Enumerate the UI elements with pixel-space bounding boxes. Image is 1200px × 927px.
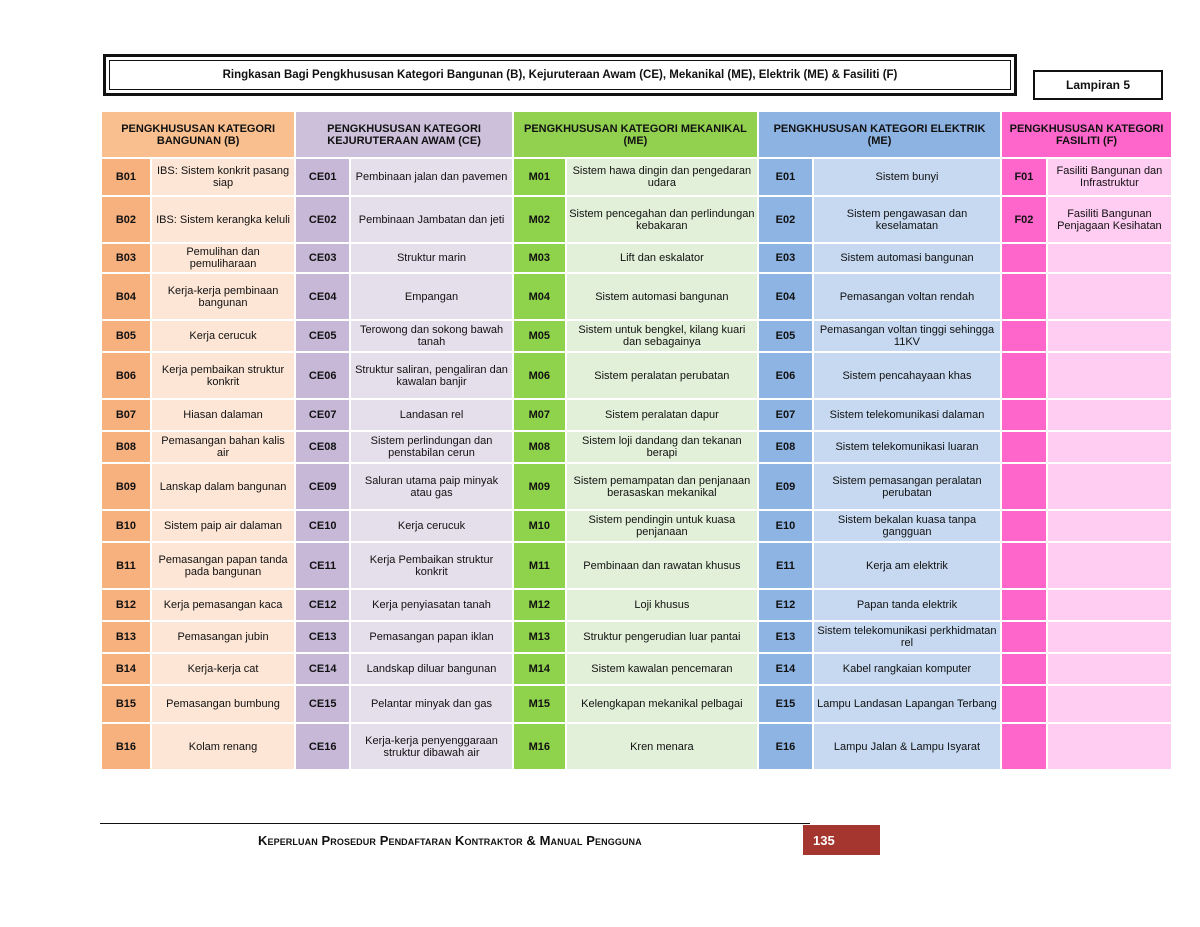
code-cell: CE02 <box>296 197 349 242</box>
header-mekanikal: PENGKHUSUSAN KATEGORI MEKANIKAL (ME) <box>514 112 757 157</box>
description-cell: Saluran utama paip minyak atau gas <box>351 464 512 509</box>
description-cell: Sistem pengawasan dan keselamatan <box>814 197 1000 242</box>
description-cell: Kerja-kerja penyenggaraan struktur dibawah air <box>351 724 512 769</box>
table-row <box>102 353 1171 398</box>
table-header-row <box>102 112 1171 157</box>
table-row <box>102 432 1171 462</box>
description-cell: Pemasangan voltan tinggi sehingga 11KV <box>814 321 1000 351</box>
description-cell: Lampu Landasan Lapangan Terbang <box>814 686 1000 722</box>
page-number: 135 <box>803 825 880 855</box>
header-bangunan: PENGKHUSUSAN KATEGORI BANGUNAN (B) <box>102 112 294 157</box>
description-cell: Sistem telekomunikasi luaran <box>814 432 1000 462</box>
code-cell: CE08 <box>296 432 349 462</box>
code-cell <box>1002 622 1046 652</box>
code-cell: M02 <box>514 197 565 242</box>
description-cell: Sistem paip air dalaman <box>152 511 294 541</box>
description-cell: Sistem pencahayaan khas <box>814 353 1000 398</box>
code-cell: M13 <box>514 622 565 652</box>
code-cell: E09 <box>759 464 812 509</box>
description-cell: Kerja-kerja pembinaan bangunan <box>152 274 294 319</box>
table-row <box>102 197 1171 242</box>
description-cell: Sistem pemampatan dan penjanaan berasaskan mekanikal <box>567 464 757 509</box>
code-cell: CE04 <box>296 274 349 319</box>
code-cell: CE11 <box>296 543 349 588</box>
code-cell: E06 <box>759 353 812 398</box>
code-cell: CE09 <box>296 464 349 509</box>
code-cell: B15 <box>102 686 150 722</box>
description-cell: Pemasangan papan tanda pada bangunan <box>152 543 294 588</box>
code-cell: CE10 <box>296 511 349 541</box>
code-cell: CE14 <box>296 654 349 684</box>
description-cell: Pemasangan papan iklan <box>351 622 512 652</box>
code-cell: M07 <box>514 400 565 430</box>
table-row <box>102 244 1171 272</box>
table-row <box>102 511 1171 541</box>
code-cell: E16 <box>759 724 812 769</box>
description-cell: Empangan <box>351 274 512 319</box>
description-cell <box>1048 590 1171 620</box>
description-cell: Landskap diluar bangunan <box>351 654 512 684</box>
code-cell <box>1002 274 1046 319</box>
code-cell: B01 <box>102 159 150 195</box>
code-cell: CE06 <box>296 353 349 398</box>
code-cell <box>1002 400 1046 430</box>
code-cell: CE01 <box>296 159 349 195</box>
description-cell: Sistem perlindungan dan penstabilan cerun <box>351 432 512 462</box>
code-cell: M05 <box>514 321 565 351</box>
description-cell <box>1048 244 1171 272</box>
description-cell <box>1048 543 1171 588</box>
description-cell: Sistem automasi bangunan <box>814 244 1000 272</box>
code-cell: CE05 <box>296 321 349 351</box>
code-cell: E03 <box>759 244 812 272</box>
code-cell: B10 <box>102 511 150 541</box>
description-cell: Hiasan dalaman <box>152 400 294 430</box>
code-cell: E11 <box>759 543 812 588</box>
code-cell <box>1002 321 1046 351</box>
table-row <box>102 400 1171 430</box>
code-cell: E01 <box>759 159 812 195</box>
code-cell: M01 <box>514 159 565 195</box>
description-cell <box>1048 464 1171 509</box>
code-cell: E13 <box>759 622 812 652</box>
description-cell: Sistem bekalan kuasa tanpa gangguan <box>814 511 1000 541</box>
description-cell: Fasiliti Bangunan dan Infrastruktur <box>1048 159 1171 195</box>
header-fasiliti: PENGKHUSUSAN KATEGORI FASILITI (F) <box>1002 112 1171 157</box>
description-cell: Fasiliti Bangunan Penjagaan Kesihatan <box>1048 197 1171 242</box>
code-cell <box>1002 654 1046 684</box>
description-cell: Kerja penyiasatan tanah <box>351 590 512 620</box>
description-cell <box>1048 400 1171 430</box>
description-cell: Sistem telekomunikasi perkhidmatan rel <box>814 622 1000 652</box>
table-row <box>102 622 1171 652</box>
description-cell: Sistem kawalan pencemaran <box>567 654 757 684</box>
code-cell <box>1002 244 1046 272</box>
description-cell <box>1048 321 1171 351</box>
table-row <box>102 724 1171 769</box>
description-cell: Sistem untuk bengkel, kilang kuari dan sebagainya <box>567 321 757 351</box>
code-cell: M03 <box>514 244 565 272</box>
code-cell: B14 <box>102 654 150 684</box>
description-cell: Papan tanda elektrik <box>814 590 1000 620</box>
code-cell: E07 <box>759 400 812 430</box>
description-cell: Landasan rel <box>351 400 512 430</box>
table-row <box>102 590 1171 620</box>
code-cell: CE12 <box>296 590 349 620</box>
description-cell: Kerja cerucuk <box>351 511 512 541</box>
description-cell: Pemasangan voltan rendah <box>814 274 1000 319</box>
description-cell: Kerja am elektrik <box>814 543 1000 588</box>
code-cell: CE07 <box>296 400 349 430</box>
code-cell: M06 <box>514 353 565 398</box>
description-cell <box>1048 654 1171 684</box>
code-cell: M14 <box>514 654 565 684</box>
code-cell: E02 <box>759 197 812 242</box>
code-cell: E04 <box>759 274 812 319</box>
code-cell <box>1002 353 1046 398</box>
code-cell: B08 <box>102 432 150 462</box>
code-cell: CE15 <box>296 686 349 722</box>
description-cell <box>1048 622 1171 652</box>
description-cell: Kerja Pembaikan struktur konkrit <box>351 543 512 588</box>
code-cell: E14 <box>759 654 812 684</box>
description-cell: Kerja pemasangan kaca <box>152 590 294 620</box>
description-cell: Struktur saliran, pengaliran dan kawalan banjir <box>351 353 512 398</box>
code-cell: B05 <box>102 321 150 351</box>
code-cell <box>1002 543 1046 588</box>
table-row <box>102 464 1171 509</box>
description-cell: Lift dan eskalator <box>567 244 757 272</box>
code-cell: B04 <box>102 274 150 319</box>
code-cell: CE16 <box>296 724 349 769</box>
code-cell: E12 <box>759 590 812 620</box>
description-cell: Kerja cerucuk <box>152 321 294 351</box>
description-cell: Terowong dan sokong bawah tanah <box>351 321 512 351</box>
description-cell: Sistem pencegahan dan perlindungan kebakaran <box>567 197 757 242</box>
code-cell: M04 <box>514 274 565 319</box>
description-cell: Lanskap dalam bangunan <box>152 464 294 509</box>
title-box <box>103 54 1017 96</box>
description-cell: Sistem bunyi <box>814 159 1000 195</box>
code-cell: M11 <box>514 543 565 588</box>
code-cell: B03 <box>102 244 150 272</box>
table-row <box>102 159 1171 195</box>
code-cell: M15 <box>514 686 565 722</box>
code-cell: M08 <box>514 432 565 462</box>
code-cell: F01 <box>1002 159 1046 195</box>
header-awam: PENGKHUSUSAN KATEGORI KEJURUTERAAN AWAM (CE) <box>296 112 512 157</box>
table-row <box>102 654 1171 684</box>
description-cell: Kabel rangkaian komputer <box>814 654 1000 684</box>
table-row <box>102 321 1171 351</box>
description-cell: Loji khusus <box>567 590 757 620</box>
code-cell: E15 <box>759 686 812 722</box>
code-cell <box>1002 511 1046 541</box>
description-cell: Pembinaan Jambatan dan jeti <box>351 197 512 242</box>
footer-rule <box>100 823 810 824</box>
description-cell: Pemasangan bumbung <box>152 686 294 722</box>
code-cell: E08 <box>759 432 812 462</box>
description-cell: Struktur marin <box>351 244 512 272</box>
description-cell: Kolam renang <box>152 724 294 769</box>
code-cell: B06 <box>102 353 150 398</box>
code-cell: B12 <box>102 590 150 620</box>
specialization-table <box>100 110 1173 771</box>
lampiran-label: Lampiran 5 <box>1033 70 1163 100</box>
description-cell: Sistem loji dandang dan tekanan berapi <box>567 432 757 462</box>
code-cell: B11 <box>102 543 150 588</box>
description-cell: Kren menara <box>567 724 757 769</box>
code-cell: M16 <box>514 724 565 769</box>
code-cell <box>1002 724 1046 769</box>
code-cell: E10 <box>759 511 812 541</box>
description-cell: Pemulihan dan pemuliharaan <box>152 244 294 272</box>
footer-title: Keperluan Prosedur Pendaftaran Kontraktor & Manual Pengguna <box>258 833 642 848</box>
document-title: Ringkasan Bagi Pengkhususan Kategori Bangunan (B), Kejuruteraan Awam (CE), Mekanikal (ME), Elektrik (ME) & Fasiliti (F) <box>222 69 898 81</box>
code-cell: E05 <box>759 321 812 351</box>
code-cell: F02 <box>1002 197 1046 242</box>
code-cell: B16 <box>102 724 150 769</box>
code-cell <box>1002 590 1046 620</box>
description-cell <box>1048 432 1171 462</box>
description-cell: IBS: Sistem konkrit pasang siap <box>152 159 294 195</box>
code-cell: B07 <box>102 400 150 430</box>
description-cell: Sistem peralatan perubatan <box>567 353 757 398</box>
description-cell: Pembinaan dan rawatan khusus <box>567 543 757 588</box>
code-cell: B09 <box>102 464 150 509</box>
table-body <box>102 159 1171 769</box>
description-cell: Sistem pemasangan peralatan perubatan <box>814 464 1000 509</box>
description-cell: Sistem peralatan dapur <box>567 400 757 430</box>
code-cell: M12 <box>514 590 565 620</box>
code-cell <box>1002 432 1046 462</box>
table-row <box>102 686 1171 722</box>
description-cell: Pembinaan jalan dan pavemen <box>351 159 512 195</box>
description-cell: Pelantar minyak dan gas <box>351 686 512 722</box>
description-cell: Sistem automasi bangunan <box>567 274 757 319</box>
description-cell <box>1048 274 1171 319</box>
code-cell: B02 <box>102 197 150 242</box>
description-cell: Kelengkapan mekanikal pelbagai <box>567 686 757 722</box>
code-cell <box>1002 686 1046 722</box>
description-cell: Pemasangan jubin <box>152 622 294 652</box>
code-cell <box>1002 464 1046 509</box>
code-cell: CE13 <box>296 622 349 652</box>
description-cell: Sistem pendingin untuk kuasa penjanaan <box>567 511 757 541</box>
code-cell: M10 <box>514 511 565 541</box>
description-cell: Sistem hawa dingin dan pengedaran udara <box>567 159 757 195</box>
code-cell: M09 <box>514 464 565 509</box>
table-row <box>102 543 1171 588</box>
description-cell: Struktur pengerudian luar pantai <box>567 622 757 652</box>
header-elektrik: PENGKHUSUSAN KATEGORI ELEKTRIK (ME) <box>759 112 1000 157</box>
description-cell: Sistem telekomunikasi dalaman <box>814 400 1000 430</box>
description-cell <box>1048 686 1171 722</box>
description-cell <box>1048 353 1171 398</box>
description-cell <box>1048 511 1171 541</box>
description-cell: IBS: Sistem kerangka keluli <box>152 197 294 242</box>
description-cell: Pemasangan bahan kalis air <box>152 432 294 462</box>
code-cell: CE03 <box>296 244 349 272</box>
table-row <box>102 274 1171 319</box>
description-cell <box>1048 724 1171 769</box>
description-cell: Kerja pembaikan struktur konkrit <box>152 353 294 398</box>
description-cell: Lampu Jalan & Lampu Isyarat <box>814 724 1000 769</box>
description-cell: Kerja-kerja cat <box>152 654 294 684</box>
code-cell: B13 <box>102 622 150 652</box>
